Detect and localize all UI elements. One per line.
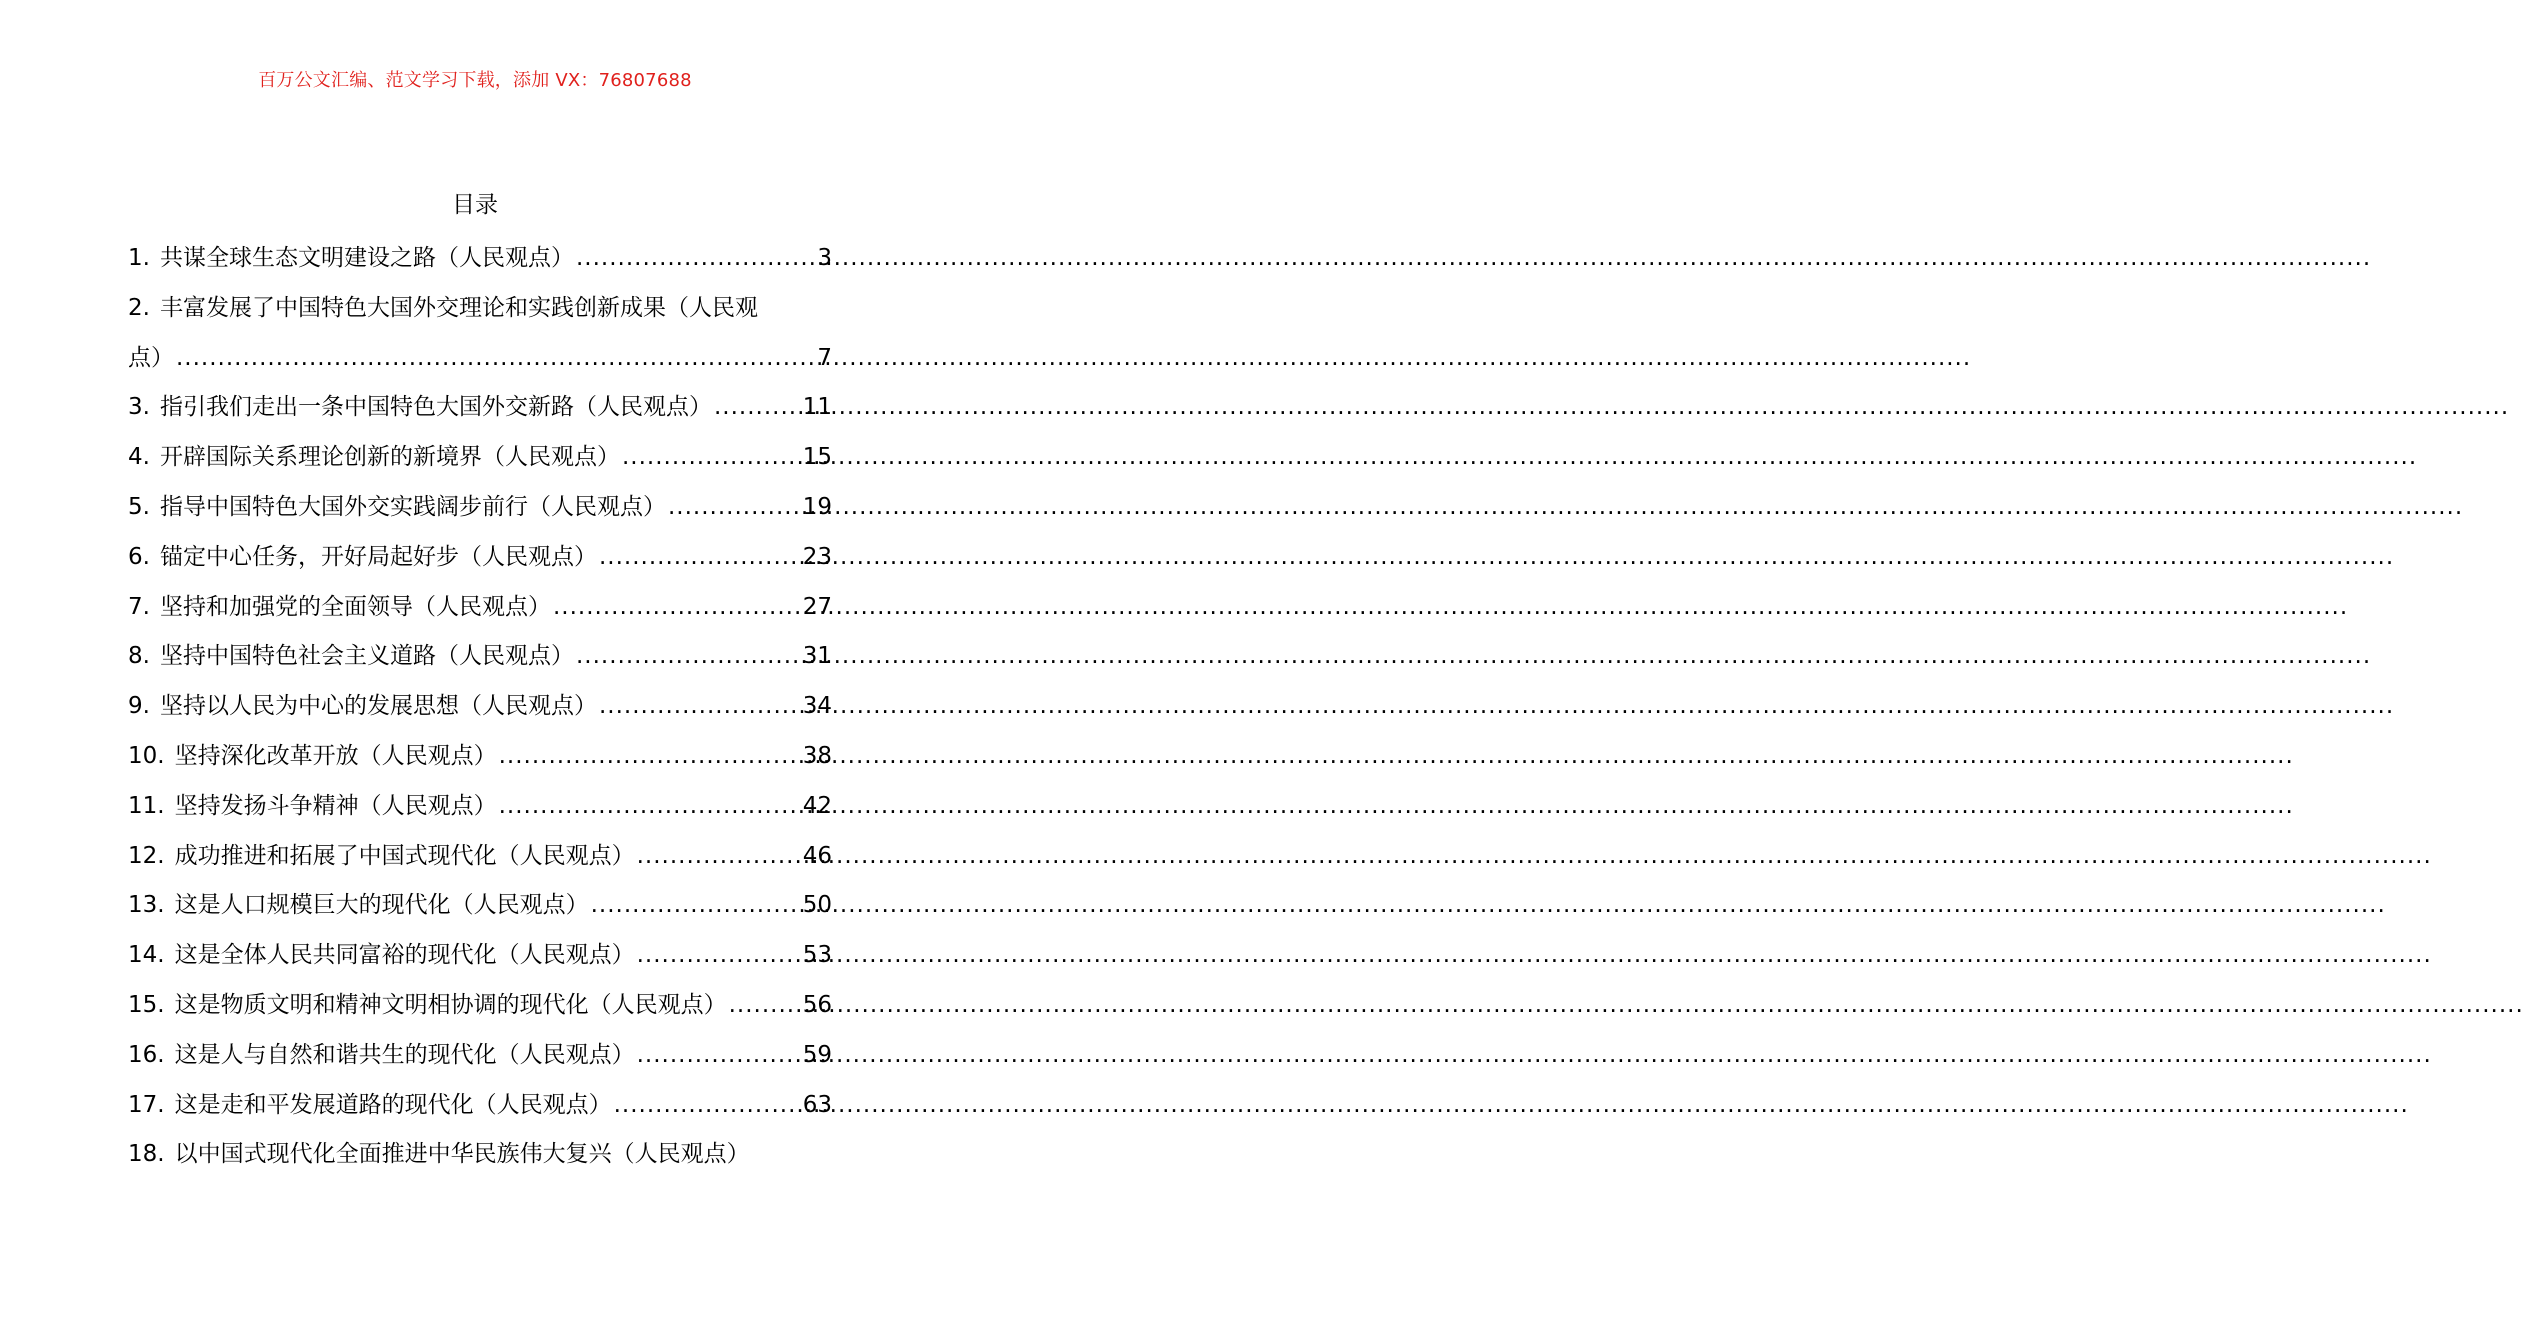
toc-entry-7[interactable]: [128, 583, 832, 633]
toc-entry-page: 11: [802, 394, 832, 421]
toc-entry-12[interactable]: [128, 832, 832, 882]
toc-entry-3[interactable]: [128, 383, 832, 433]
toc-entry-13[interactable]: [128, 881, 832, 931]
toc-entry-page: 38: [802, 742, 832, 769]
toc-entry-page: 7: [817, 344, 832, 371]
toc-dot-leader: [499, 782, 801, 832]
toc-entry-18[interactable]: [128, 1130, 832, 1180]
toc-entry-title: 成功推进和拓展了中国式现代化（人民观点）: [174, 842, 635, 869]
watermark-header: 百万公文汇编、范文学习下载，添加 VX：76807688: [258, 70, 692, 91]
toc-entry-number: 10.: [128, 742, 165, 769]
toc-entry-15[interactable]: [128, 981, 832, 1031]
toc-entry-4[interactable]: [128, 433, 832, 483]
toc-entry-page: 56: [802, 991, 832, 1018]
toc-dot-leader: [499, 732, 801, 782]
toc-entry-page: 15: [802, 444, 832, 471]
toc-entry-title: 指引我们走出一条中国特色大国外交新路（人民观点）: [159, 394, 712, 421]
toc-entry-page: 3: [817, 245, 832, 271]
toc-dot-leader: [637, 931, 801, 981]
toc-entry-title: 坚持和加强党的全面领导（人民观点）: [159, 593, 551, 620]
toc-entry-page: 59: [802, 1041, 832, 1068]
toc-entry-5[interactable]: [128, 483, 832, 533]
document-page: [0, 0, 950, 1344]
toc-entry-title: 锚定中心任务，开好局起好步（人民观点）: [159, 543, 597, 570]
toc-entry-title: 这是人与自然和谐共生的现代化（人民观点）: [174, 1041, 635, 1068]
toc-entry-8[interactable]: [128, 632, 832, 682]
toc-entry-number: 14.: [128, 942, 165, 969]
toc-entry-number: 13.: [128, 892, 165, 919]
toc-entry-page: 42: [802, 792, 832, 819]
toc-entry-title: 坚持深化改革开放（人民观点）: [174, 742, 497, 769]
toc-entry-number: 4.: [128, 444, 150, 471]
toc-entry-title-continued: 点）: [128, 344, 174, 371]
toc-dot-leader: [729, 981, 801, 1031]
toc-dot-leader: [714, 383, 801, 433]
toc-entry-number: 17.: [128, 1091, 165, 1118]
toc-dot-leader: [553, 583, 801, 633]
toc-entry-number: 3.: [128, 394, 150, 421]
toc-entry-1[interactable]: [128, 234, 832, 284]
toc-entry-page: 63: [802, 1091, 832, 1118]
toc-entry-number: 7.: [128, 593, 150, 620]
toc-entry-page: 46: [802, 842, 832, 869]
toc-entry-title: 指导中国特色大国外交实践阔步前行（人民观点）: [159, 493, 666, 520]
toc-entry-title: 共谋全球生态文明建设之路（人民观点）: [159, 245, 574, 271]
toc-entry-10[interactable]: [128, 732, 832, 782]
toc-entry-number: 16.: [128, 1041, 165, 1068]
toc-entry-number: 8.: [128, 643, 150, 670]
toc-entry-17[interactable]: [128, 1081, 832, 1131]
toc-dot-leader: [637, 832, 801, 882]
toc-dot-leader: [614, 1081, 801, 1131]
table-of-contents: [128, 234, 832, 1180]
toc-entry-title: 坚持中国特色社会主义道路（人民观点）: [159, 643, 574, 670]
toc-entry-title: 丰富发展了中国特色大国外交理论和实践创新成果（人民观: [159, 294, 758, 321]
toc-dot-leader: [668, 483, 801, 533]
toc-dot-leader: [622, 433, 801, 483]
toc-dot-leader: [576, 632, 801, 682]
toc-entry-16[interactable]: [128, 1031, 832, 1081]
toc-dot-leader: [599, 682, 801, 732]
toc-dot-leader: [176, 334, 815, 384]
toc-entry-number: 11.: [128, 792, 165, 819]
toc-entry-title: 这是全体人民共同富裕的现代化（人民观点）: [174, 942, 635, 969]
toc-entry-page: 50: [802, 892, 832, 919]
toc-entry-title: 开辟国际关系理论创新的新境界（人民观点）: [159, 444, 620, 471]
toc-entry-number: 2.: [128, 294, 150, 321]
toc-dot-leader: [576, 234, 815, 284]
toc-entry-page: 34: [802, 693, 832, 720]
toc-entry-number: 15.: [128, 991, 165, 1018]
toc-entry-page: 27: [802, 593, 832, 620]
toc-entry-number: 6.: [128, 543, 150, 570]
toc-entry-title: 以中国式现代化全面推进中华民族伟大复兴（人民观点）: [174, 1141, 750, 1168]
toc-entry-number: 5.: [128, 493, 150, 520]
toc-entry-9[interactable]: [128, 682, 832, 732]
toc-entry-number: 12.: [128, 842, 165, 869]
toc-entry-page: 31: [802, 643, 832, 670]
toc-entry-title: 坚持发扬斗争精神（人民观点）: [174, 792, 497, 819]
toc-entry-title: 这是走和平发展道路的现代化（人民观点）: [174, 1091, 612, 1118]
toc-entry-number: 9.: [128, 693, 150, 720]
toc-entry-page: 23: [802, 543, 832, 570]
toc-entry-page: 19: [802, 493, 832, 520]
toc-entry-title: 这是人口规模巨大的现代化（人民观点）: [174, 892, 589, 919]
toc-entry-title: 这是物质文明和精神文明相协调的现代化（人民观点）: [174, 991, 727, 1018]
toc-entry-number: 1.: [128, 245, 150, 271]
toc-entry-11[interactable]: [128, 782, 832, 832]
toc-title: 目录: [452, 192, 498, 218]
toc-dot-leader: [591, 881, 801, 931]
toc-entry-number: 18.: [128, 1141, 165, 1168]
toc-entry-page: 53: [802, 942, 832, 969]
toc-entry-6[interactable]: [128, 533, 832, 583]
toc-entry-title: 坚持以人民为中心的发展思想（人民观点）: [159, 693, 597, 720]
toc-dot-leader: [599, 533, 801, 583]
toc-entry-14[interactable]: [128, 931, 832, 981]
toc-entry-2[interactable]: [128, 284, 832, 384]
toc-dot-leader: [637, 1031, 801, 1081]
